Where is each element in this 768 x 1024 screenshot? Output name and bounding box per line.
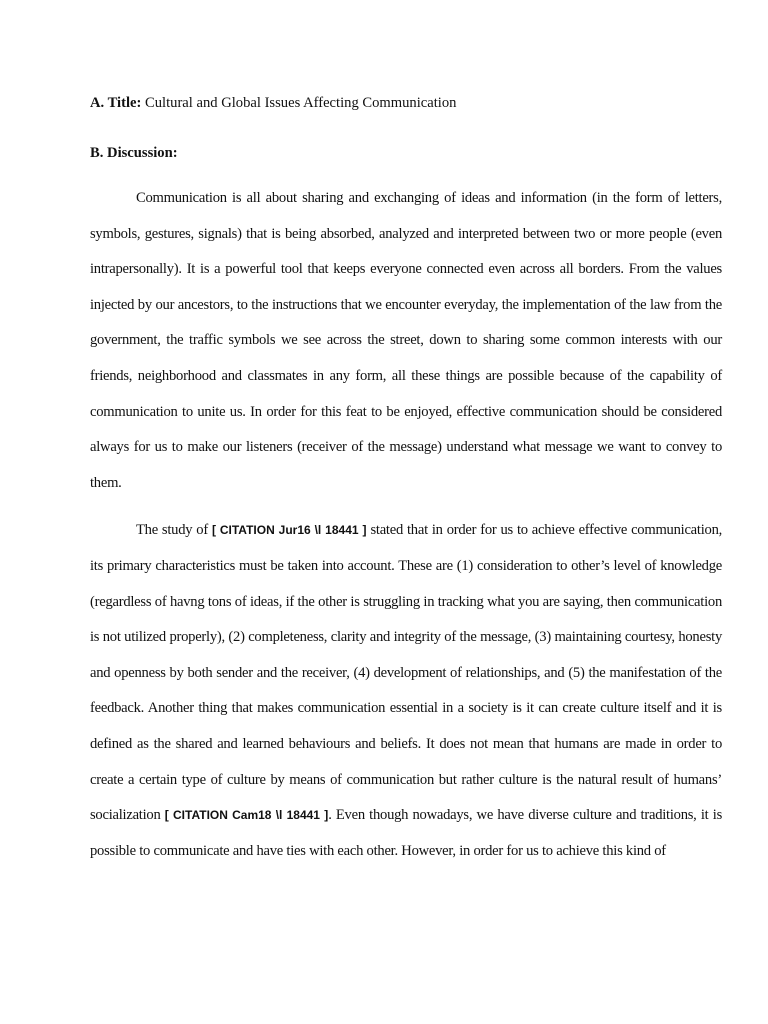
title-text: Cultural and Global Issues Affecting Communication bbox=[141, 95, 457, 111]
citation-cam18: [ CITATION Cam18 \l 18441 ] bbox=[164, 808, 329, 823]
discussion-heading: B. Discussion: bbox=[90, 145, 178, 161]
paragraph2-ending: . Even though nowadays, we have diverse culture and traditions, it is possible to communicate and have ties with each other. However, in order for us to achieve this kind of bbox=[90, 807, 722, 859]
paragraph-communication-definition: Communication is all about sharing and exchanging of ideas and information (in the form of letters, symbols, gestures, signals) that is being absorbed, analyzed and interpreted between two or more people (even intrapersonally). It is a powerful tool that keeps everyone connected even across all borders. From the values injected by our ancestors, to the instructions that we encounter everyday, the implementation of the law from the government, the traffic symbols we see across the street, down to sharing some common interests with our friends, neighborhood and classmates in any form, all these things are possible because of the capability of communication to unite us. In order for this feat to be enjoyed, effective communication should be considered always for us to make our listeners (receiver of the message) understand what message we want to convey to them. bbox=[90, 190, 722, 491]
paragraph2-body: stated that in order for us to achieve effective communication, its primary characteristics must be taken into account. These are (1) consideration to other’s level of knowledge (regardless of havng tons of ideas, if the other is struggling in tracking what you are saying, then communication is not utilized properly), (2) completeness, clarity and integrity of the message, (3) maintaining courtesy, honesty and openness by both sender and the receiver, (4) development of relationships, and (5) the manifestation of the feedback. Another thing that makes communication essential in a society is it can create culture itself and it is defined as the shared and learned behaviours and beliefs. It does not mean that humans are made in order to create a certain type of culture by means of communication but rather culture is the natural result of humans’ socialization bbox=[90, 522, 723, 824]
title-label: A. Title: bbox=[90, 95, 142, 111]
citation-jur16: [ CITATION Jur16 \l 18441 ] bbox=[211, 523, 367, 538]
paragraph-characteristics bbox=[90, 513, 722, 869]
paragraph2-intro: The study of bbox=[136, 522, 212, 539]
title-line bbox=[90, 92, 722, 114]
document-body bbox=[90, 92, 722, 869]
